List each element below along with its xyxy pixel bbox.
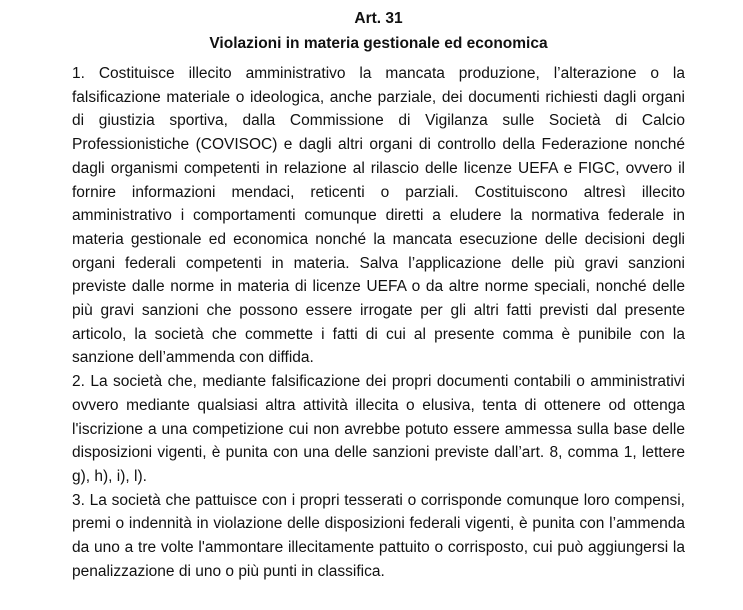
paragraph-3: 3. La società che pattuisce con i propri tesserati o corrisponde comunque loro compensi, premi o indennità in violazione delle disposizioni federali vigenti, è punita con l’ammenda da uno a tre volte l'ammontare illecitamente pattuito o corrisposto, cui può aggiungersi la penalizzazione di uno o più punti in classifica. <box>72 491 685 580</box>
article-title: Violazioni in materia gestionale ed economica <box>209 35 548 52</box>
article-number: Art. 31 <box>354 10 403 27</box>
paragraph-2: 2. La società che, mediante falsificazione dei propri documenti contabili o amministrativi ovvero mediante qualsiasi altra attività illecita o elusiva, tenta di ottenere od ottenga l'iscrizione a una competizione cui non avrebbe potuto essere ammessa sulla base delle disposizioni vigenti, è punita con una delle sanzioni previste dall’art. 8, comma 1, lettere g), h), i), l). <box>72 373 685 485</box>
paragraph-1: 1. Costituisce illecito amministrativo la mancata produzione, l’alterazione o la falsificazione materiale o ideologica, anche parziale, dei documenti richiesti dagli organi di giustizia sportiva, dalla Commissione di Vigilanza sulle Società di Calcio Professionistiche (COVISOC) e dagli altri organi di controllo della Federazione nonché dagli organismi competenti in relazione al rilascio delle licenze UEFA e FIGC, ovvero il fornire informazioni mendaci, reticenti o parziali. Costituiscono altresì illecito amministrativo i comportamenti comunque diretti a eludere la normativa federale in materia gestionale ed economica nonché la mancata esecuzione delle decisioni degli organi federali competenti in materia. Salva l’applicazione delle più gravi sanzioni previste dalle norme in materia di licenze UEFA o da altre norme speciali, nonché delle più gravi sanzioni che possono essere irrogate per gli altri fatti previsti dal presente articolo, la società che commette i fatti di cui al presente comma è punibile con la sanzione dell’ammenda con diffida. <box>72 65 685 367</box>
